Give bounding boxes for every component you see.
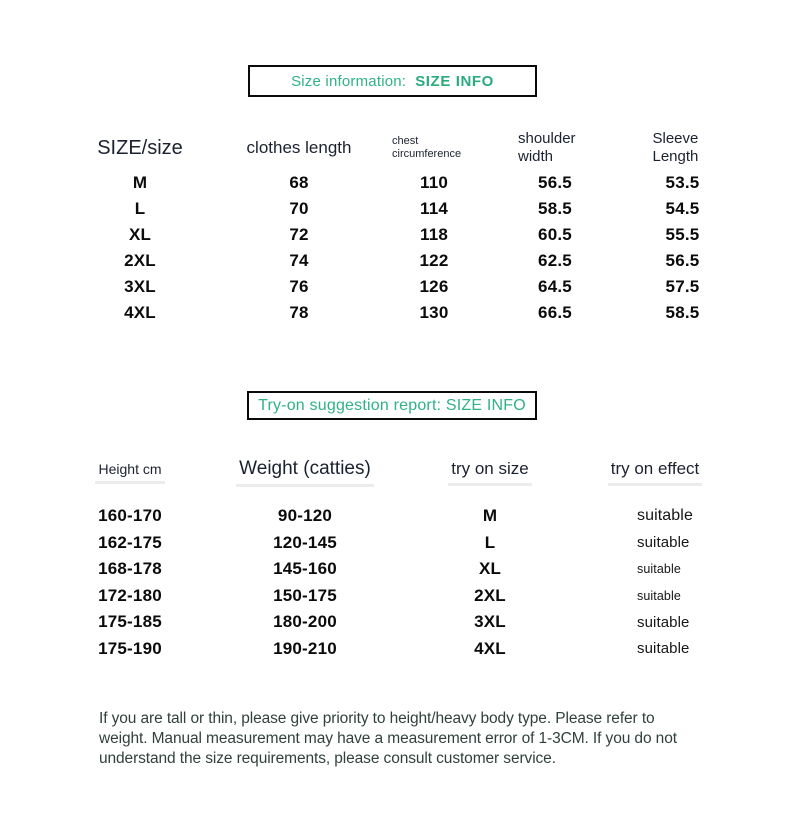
tryon-effect-cell: suitable <box>637 613 690 631</box>
size-table-row <box>60 274 745 300</box>
clothes-length-cell: 72 <box>289 225 309 244</box>
sleeve-cell: 53.5 <box>665 173 700 192</box>
shoulder-cell: 56.5 <box>538 173 572 192</box>
height-range-cell: 175-190 <box>98 638 162 658</box>
tryon-size-cell: M <box>482 506 498 526</box>
size-cell: M <box>132 173 148 192</box>
weight-range-cell: 150-175 <box>273 585 337 605</box>
shoulder-cell: 62.5 <box>538 251 572 270</box>
clothes-length-cell: 74 <box>289 251 309 270</box>
weight-range-cell: 90-120 <box>277 506 333 526</box>
shoulder-cell: 66.5 <box>538 303 572 322</box>
tryon-table-row <box>55 609 735 636</box>
shoulder-cell: 60.5 <box>538 225 572 244</box>
tryon-table-body <box>55 503 735 662</box>
tryon-suggestion-label: Try-on suggestion report: SIZE INFO <box>258 396 526 414</box>
size-cell: L <box>134 199 146 218</box>
chest-cell: 118 <box>419 225 449 244</box>
height-range-cell: 168-178 <box>98 559 162 579</box>
tryon-header-height: Height cm <box>55 461 205 484</box>
tryon-table-row <box>55 636 735 663</box>
clothes-length-cell: 76 <box>289 277 309 296</box>
tryon-effect-cell: suitable <box>637 588 681 603</box>
size-information-banner <box>248 65 537 97</box>
size-table <box>60 126 745 326</box>
disclaimer-line: weight. Manual measurement may have a measurement error of 1-3CM. If you do not <box>99 729 677 747</box>
sleeve-cell: 58.5 <box>665 303 700 322</box>
size-table-header-row <box>60 126 745 170</box>
tryon-size-cell: XL <box>478 559 502 579</box>
size-table-header-sleeve: Sleeve Length <box>652 130 699 165</box>
size-table-row <box>60 222 745 248</box>
weight-range-cell: 145-160 <box>273 559 337 579</box>
size-table-header-shoulder: shoulder width <box>518 130 576 165</box>
size-table-row <box>60 196 745 222</box>
tryon-table <box>55 450 735 662</box>
chest-cell: 130 <box>419 303 449 322</box>
tryon-size-cell: 3XL <box>474 612 506 632</box>
height-range-cell: 172-180 <box>98 585 162 605</box>
weight-range-cell: 180-200 <box>273 612 337 632</box>
size-table-row <box>60 248 745 274</box>
tryon-effect-cell: suitable <box>637 507 693 525</box>
size-table-row <box>60 300 745 326</box>
tryon-size-cell: L <box>484 532 496 552</box>
weight-range-cell: 190-210 <box>273 638 337 658</box>
size-table-header-chest: chest circumference <box>392 135 462 160</box>
chest-cell: 122 <box>419 251 449 270</box>
sleeve-cell: 57.5 <box>665 277 700 296</box>
height-range-cell: 160-170 <box>98 506 162 526</box>
size-information-label: Size information: <box>291 72 407 90</box>
tryon-effect-cell: suitable <box>637 534 690 552</box>
sleeve-cell: 54.5 <box>665 199 700 218</box>
tryon-table-header-row <box>55 450 735 494</box>
chest-cell: 114 <box>419 199 449 218</box>
chest-cell: 110 <box>419 173 449 192</box>
disclaimer-line: understand the size requirements, please consult customer service. <box>99 749 556 767</box>
size-cell: XL <box>128 225 152 244</box>
size-cell: 4XL <box>124 303 156 322</box>
chest-cell: 126 <box>419 277 449 296</box>
height-range-cell: 162-175 <box>98 532 162 552</box>
shoulder-cell: 58.5 <box>538 199 572 218</box>
tryon-table-row <box>55 530 735 557</box>
tryon-header-effect: try on effect <box>575 459 735 486</box>
clothes-length-cell: 78 <box>289 303 309 322</box>
shoulder-cell: 64.5 <box>538 277 572 296</box>
size-cell: 3XL <box>124 277 156 296</box>
size-info-badge: SIZE INFO <box>415 72 494 90</box>
tryon-table-row <box>55 503 735 530</box>
size-cell: 2XL <box>124 251 156 270</box>
measurement-disclaimer <box>99 709 699 768</box>
sleeve-cell: 56.5 <box>665 251 700 270</box>
clothes-length-cell: 68 <box>289 173 309 192</box>
sleeve-cell: 55.5 <box>665 225 700 244</box>
tryon-header-size: try on size <box>405 459 575 486</box>
tryon-suggestion-banner <box>247 391 537 420</box>
tryon-header-weight: Weight (catties) <box>205 458 405 487</box>
weight-range-cell: 120-145 <box>273 532 337 552</box>
height-range-cell: 175-185 <box>98 612 162 632</box>
clothes-length-cell: 70 <box>289 199 309 218</box>
size-table-header-clothes-length: clothes length <box>246 138 352 157</box>
tryon-size-cell: 4XL <box>474 638 506 658</box>
size-table-row <box>60 170 745 196</box>
tryon-effect-cell: suitable <box>637 640 690 658</box>
tryon-size-cell: 2XL <box>474 585 506 605</box>
tryon-effect-cell: suitable <box>637 562 681 577</box>
disclaimer-line: If you are tall or thin, please give priority to height/heavy body type. Please refer to <box>99 710 655 727</box>
tryon-table-row <box>55 583 735 610</box>
size-table-header-size: SIZE/size <box>97 136 183 159</box>
tryon-table-row <box>55 556 735 583</box>
